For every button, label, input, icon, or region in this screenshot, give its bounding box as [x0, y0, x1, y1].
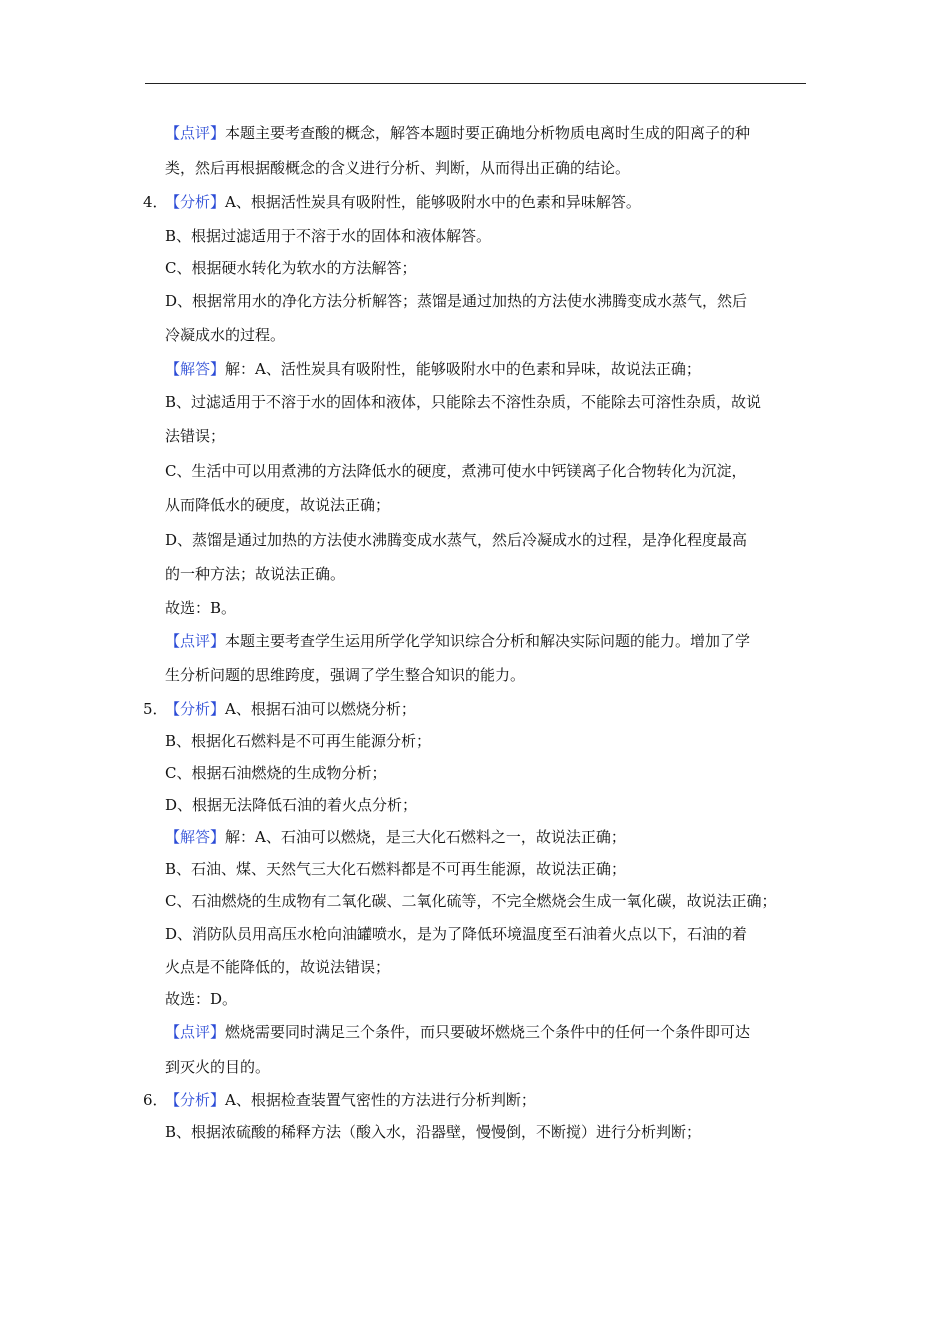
- line-text: B、根据过滤适用于不溶于水的固体和液体解答。: [165, 226, 492, 245]
- line-text: 故选：D。: [165, 990, 238, 1008]
- text-line: [143, 488, 815, 523]
- line-text: B、根据化石燃料是不可再生能源分析；: [165, 731, 432, 750]
- document-body: [143, 116, 815, 1148]
- line-text: 法错误；: [165, 427, 226, 445]
- line-text: 生分析问题的思维跨度，强调了学生整合知识的能力。: [165, 666, 526, 684]
- line-text: 解：A、石油可以燃烧，是三大化石燃料之一，故说法正确；: [225, 827, 626, 846]
- section-tag: 【分析】: [165, 1091, 226, 1109]
- line-text: D、根据常用水的净化方法分析解答；蒸馏是通过加热的方法使水沸腾变成水蒸气，然后: [165, 291, 748, 310]
- text-line: [143, 853, 815, 885]
- text-line: [143, 523, 815, 558]
- text-line: [143, 1116, 815, 1148]
- line-text: A、根据活性炭具有吸附性，能够吸附水中的色素和异味解答。: [225, 193, 641, 211]
- line-text: C、根据硬水转化为软水的方法解答；: [165, 258, 417, 277]
- text-line: [143, 151, 815, 186]
- line-text: D、消防队员用高压水枪向油罐喷水，是为了降低环境温度至石油着火点以下，石油的着: [165, 924, 748, 943]
- text-line: [143, 951, 815, 983]
- line-text: 从而降低水的硬度，故说法正确；: [165, 496, 391, 514]
- text-line: [143, 252, 815, 284]
- text-line: [143, 983, 815, 1015]
- line-text: A、根据检查装置气密性的方法进行分析判断；: [225, 1091, 536, 1109]
- line-text: 故选：B。: [165, 598, 237, 617]
- line-text: 解：A、活性炭具有吸附性，能够吸附水中的色素和异味，故说法正确；: [225, 359, 701, 378]
- text-line: [143, 353, 815, 385]
- text-line: [143, 116, 815, 151]
- line-text: C、石油燃烧的生成物有二氧化碳、二氧化硫等，不完全燃烧会生成一氧化碳，故说法正确；: [165, 891, 777, 910]
- text-line: [143, 885, 815, 917]
- line-text: B、根据浓硫酸的稀释方法（酸入水，沿器壁，慢慢倒，不断搅）进行分析判断；: [165, 1123, 702, 1141]
- text-line: [143, 1015, 815, 1050]
- text-line: [143, 821, 815, 853]
- text-line: [143, 385, 815, 420]
- section-tag: 【点评】: [165, 631, 226, 650]
- text-line: [143, 1050, 815, 1085]
- text-line: [143, 419, 815, 454]
- line-text: 到灭火的目的。: [165, 1057, 271, 1076]
- line-text: 的一种方法；故说法正确。: [165, 565, 346, 583]
- text-line: [143, 1084, 815, 1116]
- text-line: [143, 592, 815, 624]
- line-text: B、石油、煤、天然气三大化石燃料都是不可再生能源，故说法正确；: [165, 859, 627, 878]
- header-rule: [145, 83, 806, 84]
- section-tag: 【点评】: [165, 1023, 226, 1041]
- question-number: 4．: [143, 193, 168, 211]
- text-line: [143, 757, 815, 789]
- text-line: [143, 220, 815, 252]
- line-text: D、蒸馏是通过加热的方法使水沸腾变成水蒸气，然后冷凝成水的过程，是净化程度最高: [165, 530, 748, 549]
- line-text: 本题主要考查学生运用所学化学知识综合分析和解决实际问题的能力。增加了学: [225, 631, 751, 650]
- text-line: [143, 454, 815, 489]
- line-text: 燃烧需要同时满足三个条件，而只要破坏燃烧三个条件中的任何一个条件即可达: [225, 1023, 751, 1041]
- line-text: 本题主要考查酸的概念，解答本题时要正确地分析物质电离时生成的阳离子的种: [225, 124, 751, 142]
- text-line: [143, 284, 815, 319]
- line-text: A、根据石油可以燃烧分析；: [225, 699, 416, 718]
- section-tag: 【点评】: [165, 124, 226, 142]
- section-tag: 【解答】: [165, 827, 226, 846]
- line-text: 类，然后再根据酸概念的含义进行分析、判断，从而得出正确的结论。: [165, 158, 631, 177]
- question-number: 6．: [143, 1091, 168, 1109]
- text-line: [143, 693, 815, 725]
- text-line: [143, 557, 815, 592]
- question-number: 5．: [143, 699, 168, 718]
- line-text: B、过滤适用于不溶于水的固体和液体，只能除去不溶性杂质，不能除去可溶性杂质，故说: [165, 392, 762, 411]
- line-text: D、根据无法降低石油的着火点分析；: [165, 795, 418, 814]
- line-text: C、根据石油燃烧的生成物分析；: [165, 763, 387, 782]
- text-line: [143, 789, 815, 821]
- text-line: [143, 318, 815, 353]
- section-tag: 【解答】: [165, 359, 226, 378]
- text-line: [143, 725, 815, 757]
- section-tag: 【分析】: [165, 193, 226, 211]
- line-text: 火点是不能降低的，故说法错误；: [165, 958, 391, 976]
- text-line: [143, 624, 815, 659]
- text-line: [143, 658, 815, 693]
- line-text: C、生活中可以用煮沸的方法降低水的硬度，煮沸可使水中钙镁离子化合物转化为沉淀，: [165, 461, 747, 480]
- section-tag: 【分析】: [165, 699, 226, 718]
- text-line: [143, 185, 815, 220]
- line-text: 冷凝成水的过程。: [165, 326, 286, 344]
- text-line: [143, 917, 815, 952]
